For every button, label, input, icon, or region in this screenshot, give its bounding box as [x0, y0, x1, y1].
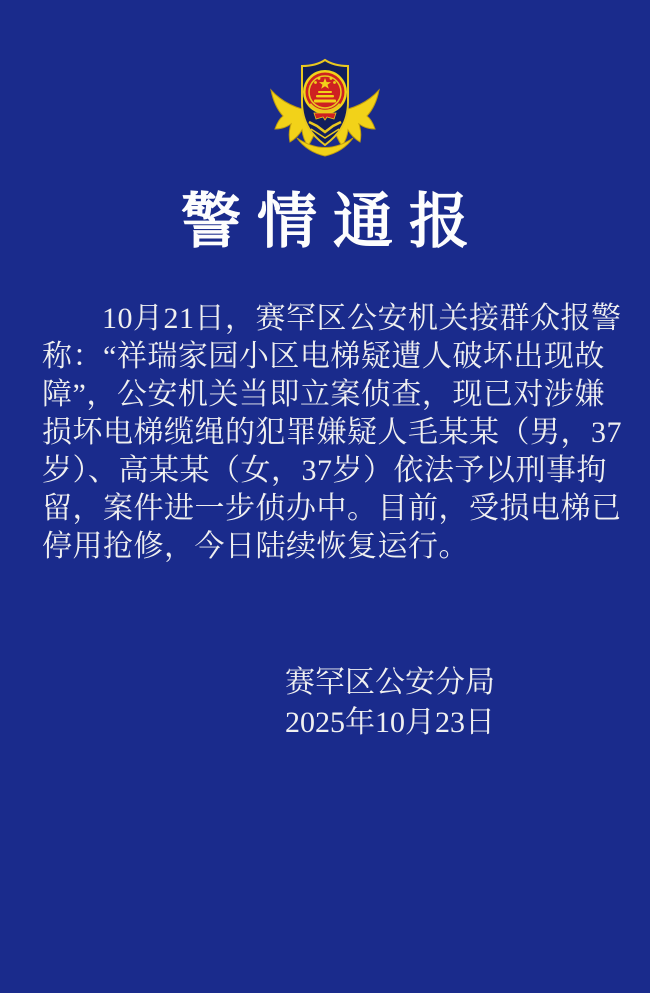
badge-small-star-4 — [333, 81, 336, 84]
badge-ribbon — [314, 113, 336, 120]
police-emblem-icon — [269, 56, 381, 158]
body-line-5: 岁）、高某某（女，37岁）依法予以刑事拘 — [42, 454, 607, 487]
notice-body — [0, 300, 650, 566]
body-line-4: 损坏电梯缆绳的犯罪嫌疑人毛某某（男，37 — [42, 416, 622, 449]
notice-title: 警情通报 — [181, 189, 485, 255]
badge-small-star-2 — [318, 77, 321, 80]
body-line-7: 停用抢修，今日陆续恢复运行。 — [42, 530, 469, 563]
body-line-6: 留，案件进一步侦办中。目前，受损电梯已 — [42, 492, 622, 525]
badge-gate-mid — [316, 95, 334, 97]
badge-small-star-1 — [314, 81, 317, 84]
badge-small-star-3 — [330, 77, 333, 80]
signature-org: 赛罕区公安分局 — [285, 666, 495, 699]
body-line-3: 障”，公安机关当即立案侦查，现已对涉嫌 — [42, 378, 605, 411]
signature-date: 2025年10月23日 — [285, 706, 495, 739]
police-badge-svg — [269, 56, 381, 158]
badge-gate-roof — [318, 91, 332, 93]
body-line-2: 称：“祥瑞家园小区电梯疑遭人破坏出现故 — [42, 340, 605, 373]
badge-gate-base — [314, 100, 336, 103]
signature-block — [285, 663, 650, 743]
body-line-1: 10月21日，赛罕区公安机关接群众报警 — [102, 302, 622, 335]
